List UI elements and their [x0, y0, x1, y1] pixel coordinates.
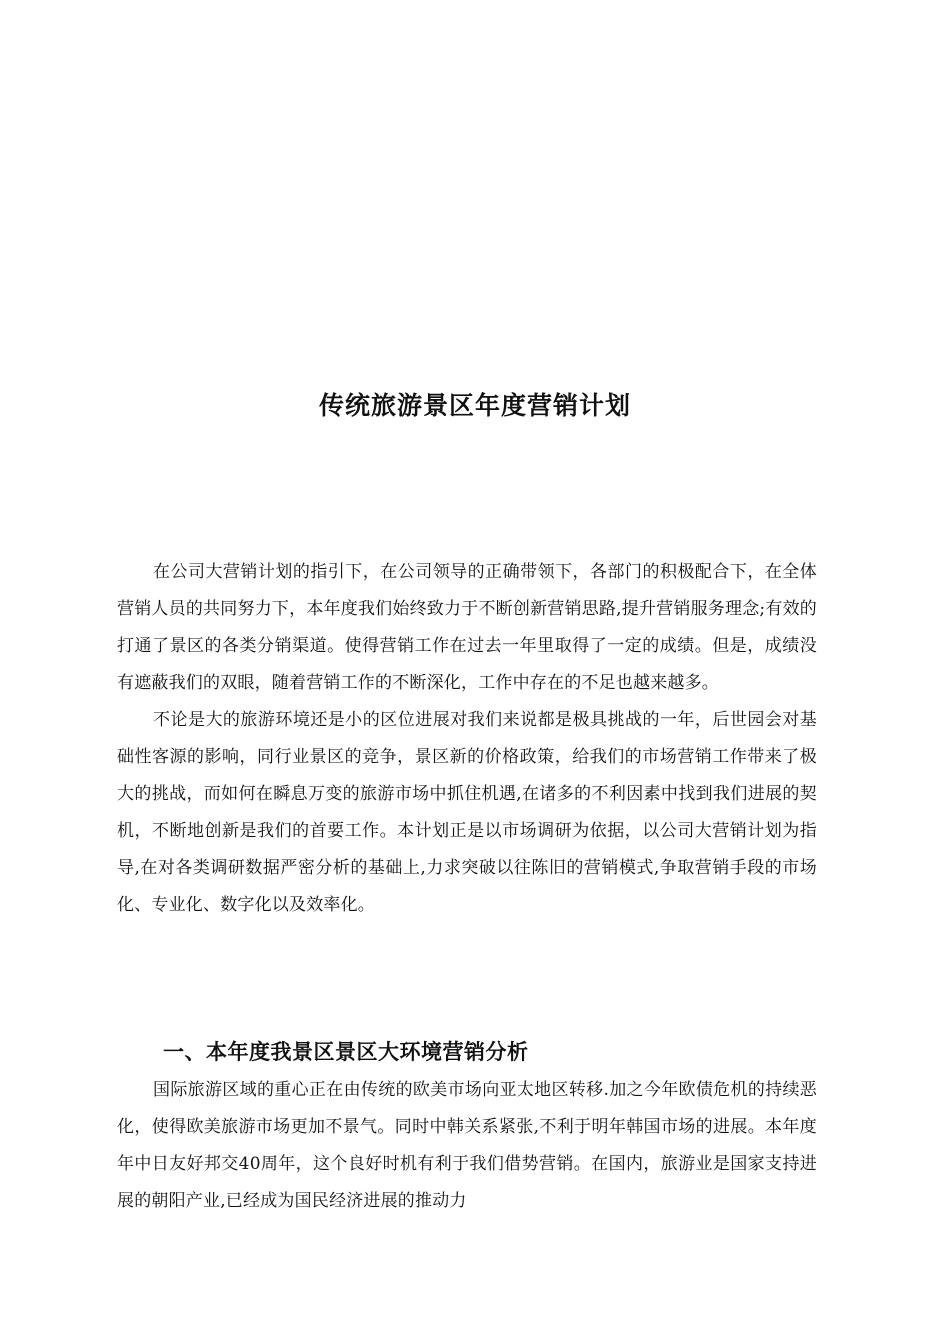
- section-1-body: [117, 1072, 817, 1220]
- document-title: 传统旅游景区年度营销计划: [318, 391, 631, 420]
- section-heading-1: 一、本年度我景区景区大环境营销分析: [163, 1039, 529, 1064]
- intro-section: [117, 554, 817, 924]
- intro-paragraph-2: 不论是大的旅游环境还是小的区位进展对我们来说都是极具挑战的一年，后世园会对基础性客源的影响，同行业景区的竞争，景区新的价格政策，给我们的市场营销工作带来了极大的挑战，而如何在瞬息万变的旅游市场中抓住机遇,在诸多的不利因素中找到我们进展的契机，不断地创新是我们的首要工作。本计划正是以市场调研为依据，以公司大营销计划为指导,在对各类调研数据严密分析的基础上,力求突破以往陈旧的营销模式,争取营销手段的市场化、专业化、数字化以及效率化。: [117, 710, 817, 915]
- section-1-paragraph: 国际旅游区域的重心正在由传统的欧美市场向亚太地区转移.加之今年欧债危机的持续恶化，使得欧美旅游市场更加不景气。同时中韩关系紧张,不利于明年韩国市场的进展。本年度年中日友好邦交40周年，这个良好时机有利于我们借势营销。在国内，旅游业是国家支持进展的朝阳产业,已经成为国民经济进展的推动力: [117, 1080, 817, 1211]
- intro-paragraph-1: 在公司大营销计划的指引下，在公司领导的正确带领下，各部门的积极配合下，在全体营销人员的共同努力下，本年度我们始终致力于不断创新营销思路,提升营销服务理念;有效的打通了景区的各类分销渠道。使得营销工作在过去一年里取得了一定的成绩。但是，成绩没有遮蔽我们的双眼，随着营销工作的不断深化，工作中存在的不足也越来越多。: [117, 562, 817, 693]
